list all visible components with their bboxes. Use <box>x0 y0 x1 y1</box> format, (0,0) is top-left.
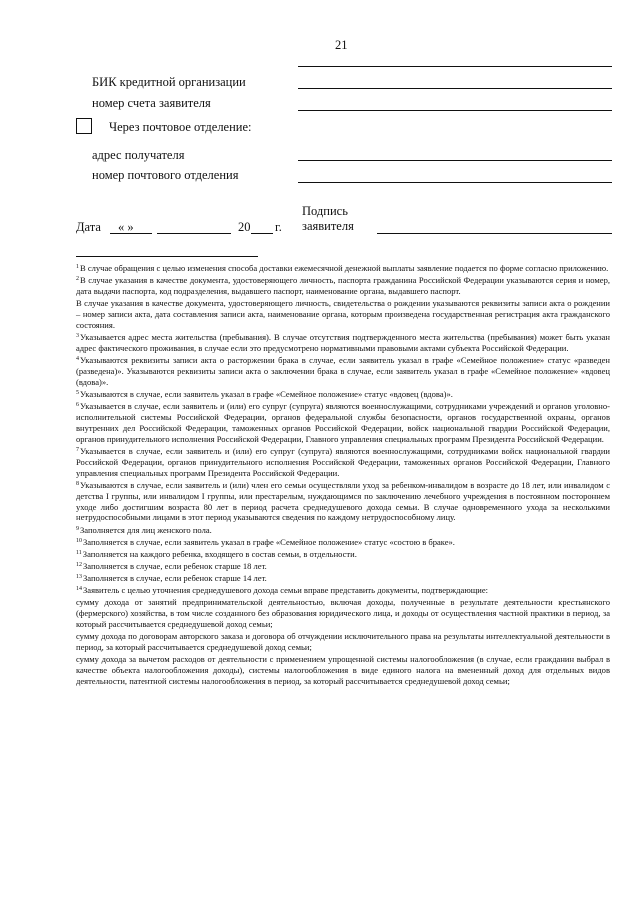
footnote-text: Заполняется в случае, если ребенок старше 14 лет. <box>83 572 267 583</box>
footnote-number: 13 <box>76 573 82 580</box>
footnote <box>76 573 610 584</box>
date-day: « » <box>118 220 134 234</box>
footnote-number: 12 <box>76 561 82 568</box>
footnote <box>76 355 610 388</box>
footnote <box>76 275 610 297</box>
footnote <box>76 525 610 536</box>
date-label: Дата <box>76 220 101 234</box>
footnote <box>76 446 610 479</box>
page-number: 21 <box>335 38 348 52</box>
footnote <box>76 561 610 572</box>
footnote-number: 14 <box>76 586 82 592</box>
footnote-number: 9 <box>76 525 79 532</box>
footnote-text: В случае обращения с целью изменения способа доставки ежемесячной денежной выплаты заявление подается по форме согласно приложению. <box>80 263 609 273</box>
signature-label-1: Подпись <box>302 204 348 218</box>
footnote-text: сумму дохода по договорам авторского заказа и договора об отчуждении исключительного права на результаты интеллектуальной деятельности в период, за который рассчитывается среднедушевой доход семьи; <box>76 631 610 652</box>
footnote-number: 4 <box>76 356 79 362</box>
footnote-number: 3 <box>76 333 79 339</box>
footnote <box>76 654 610 687</box>
top-line <box>298 66 612 67</box>
signature-field[interactable] <box>377 233 612 234</box>
footnote-text: Указываются реквизиты записи акта о расторжении брака в случае, если заявитель указал в графе «Семейное положение» статус «разведен (разведена)». Указываются реквизиты записи акта о заключении брака в случае, если заявитель указал в графе «Семейное положение» «вдовец (вдова)». <box>76 355 610 387</box>
footnote-number: 11 <box>76 549 82 556</box>
footnote-number: 2 <box>76 276 79 283</box>
footnote-text: Заполняется в случае, если заявитель указал в графе «Семейное положение» статус «состою в браке». <box>83 536 455 547</box>
footnote-text: сумму дохода за вычетом расходов от деятельности с применением упрощенной системы налогообложения (в случае, если гражданин выбрал в качестве объекта налогообложения доходы), системы налогообложения в виде единого налога на вмененный доход для отдельных видов деятельности, патентной системы налогообложения в период, за который рассчитывается среднедушевой доход семьи; <box>76 654 610 686</box>
signature-label-2: заявителя <box>302 219 354 233</box>
year-prefix: 20 <box>238 220 251 234</box>
footnote-text: Заполняется в случае, если ребенок старше 18 лет. <box>83 560 267 571</box>
address-field[interactable] <box>298 160 612 161</box>
footnote-text: Указываются в случае, если заявитель и (или) член его семьи осуществляли уход за ребенком-инвалидом в возрасте до 18 лет, или инвалидом с детства I группы, или инвалидом I группы, или престарелым, нуждающимся по заключению лечебного учреждения в постоянном постороннем уходе либо достигшим возраста 80 лет в период расчета среднедушевого дохода семьи. В случае одновременного ухода за несколькими нетрудоспособными лицами в этот период указываются сведения по каждому нетрудоспособному лицу. <box>76 479 610 523</box>
post-office-label: Через почтовое отделение: <box>109 120 252 134</box>
bik-label: БИК кредитной организации <box>92 75 246 89</box>
footnote <box>76 332 610 354</box>
postoffice-number-label: номер почтового отделения <box>92 168 239 182</box>
footnote-number: 8 <box>76 480 79 487</box>
account-label: номер счета заявителя <box>92 96 211 110</box>
footnote <box>76 401 610 445</box>
footnote-text: Заполняется для лиц женского пола. <box>80 524 212 535</box>
postoffice-number-field[interactable] <box>298 182 612 183</box>
footnote <box>76 549 610 560</box>
footnote-number: 10 <box>76 537 82 544</box>
footnote-text: Указывается в случае, если заявитель и (или) его супруг (супруга) являются военнослужащими, сотрудниками войск национальной гвардии Российской Федерации, органов принудительного исполнения Российской Федерации, таможенных органов Российской Федерации, Главного управления специальных программ Президента Российской Федерации. <box>76 445 610 478</box>
footnote <box>76 389 610 400</box>
date-month-field[interactable] <box>157 233 231 234</box>
footnote-number: 5 <box>76 389 79 396</box>
footnote <box>76 480 610 524</box>
footnote-text: В случае указания в качестве документа, удостоверяющего личность, свидетельства о рождении указываются реквизиты записи акта о рождении – номер записи акта, дата составления записи акта, наименование органа, которым произведена государственная регистрация акта гражданского состояния. <box>76 298 610 330</box>
address-label: адрес получателя <box>92 148 185 162</box>
footnote <box>76 298 610 331</box>
footnote <box>76 631 610 653</box>
bik-field[interactable] <box>298 88 612 89</box>
footnote-text: Указывается адрес места жительства (пребывания). В случае отсутствия подтвержденного места жительства (пребывания) может быть указан адрес фактического проживания, в случае если это предусмотрено нормативными правовыми актами субъекта Российской Федерации. <box>76 332 610 353</box>
post-office-checkbox[interactable] <box>76 118 92 134</box>
footnote-text: Заполняется на каждого ребенка, входящего в состав семьи, в отдельности. <box>82 548 357 559</box>
footnote-number: 6 <box>76 402 79 408</box>
footnote-number: 1 <box>76 264 79 270</box>
footnote-text: Указывается в случае, если заявитель и (или) его супруг (супруга) являются военнослужащими, сотрудниками учреждений и органов уголовно-исполнительной системы Российской Федерации, органов федеральной службы безопасности, органов государственной охраны, органов внутренних дел Российской Федерации, таможенных органов Российской Федерации, войск национальной гвардии Российской Федерации, органов принудительного исполнения Российской Федерации, Главного управления специальных программ Президента Российской Федерации. <box>76 401 610 444</box>
footnote-text: В случае указания в качестве документа, удостоверяющего личность, паспорта гражданина Российской Федерации указываются серия и номер, дата выдачи паспорта, код подразделения, выдавшего паспорт, наименование органа, выдавшего паспорт. <box>76 275 610 296</box>
footnote-number: 7 <box>76 446 79 453</box>
date-day-line[interactable] <box>110 233 152 234</box>
footnote-text: Указываются в случае, если заявитель указал в графе «Семейное положение» статус «вдовец (вдова)». <box>80 388 453 399</box>
year-suffix: г. <box>275 220 282 234</box>
footnote-text: сумму дохода от занятий предпринимательской деятельностью, включая доходы, полученные в результате деятельности крестьянского (фермерского) хозяйства, в том числе созданного без образования юридического лица, и доходы от осуществления частной практики в период, за который рассчитывается среднедушевой доход семьи; <box>76 597 610 629</box>
footnote-text: Заявитель с целью уточнения среднедушевого дохода семьи вправе представить документы, подтверждающие: <box>83 585 489 595</box>
account-field[interactable] <box>298 110 612 111</box>
footnotes <box>76 263 610 688</box>
year-field[interactable] <box>251 233 273 234</box>
footnote <box>76 585 610 596</box>
footnote-separator <box>76 256 258 257</box>
footnote <box>76 537 610 548</box>
footnote <box>76 263 610 274</box>
footnote <box>76 597 610 630</box>
